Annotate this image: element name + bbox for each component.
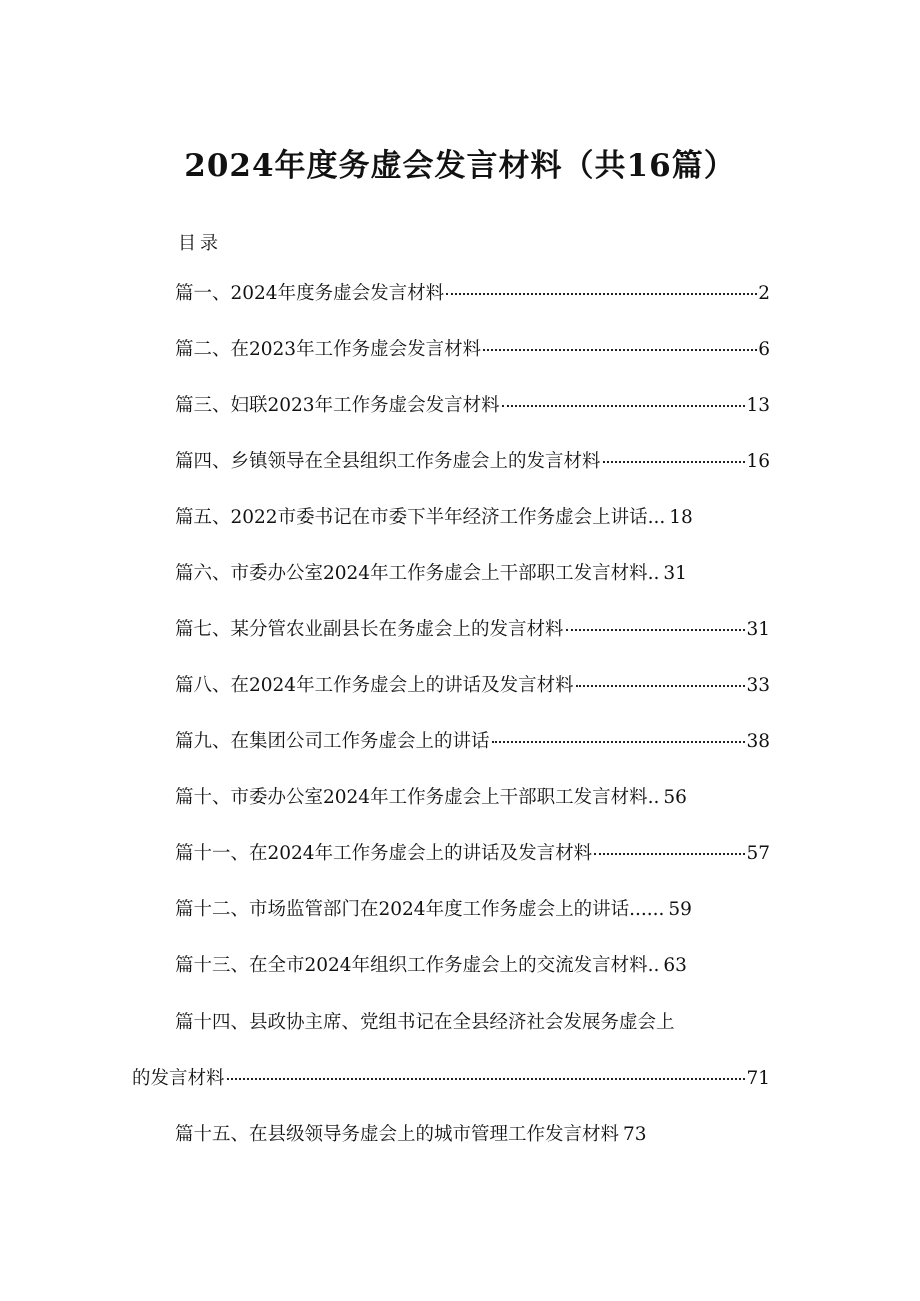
toc-entry-3[interactable]	[175, 392, 770, 420]
toc-entry-title: 篇六、市委办公室2024年工作务虚会上干部职工发言材料..	[175, 563, 660, 584]
toc-entry-title: 篇十二、市场监管部门在2024年度工作务虚会上的讲话......	[175, 899, 665, 920]
toc-page-number: 56	[663, 787, 687, 808]
toc-entry-9[interactable]	[175, 728, 770, 756]
toc-entry-15[interactable]	[175, 1121, 770, 1149]
toc-leader-dots	[576, 685, 746, 687]
toc-entry-5[interactable]	[175, 504, 770, 532]
toc-entry-8[interactable]	[175, 672, 770, 700]
toc-entry-title-line2: 的发言材料	[132, 1068, 225, 1089]
toc-entry-1[interactable]	[175, 280, 770, 308]
toc-leader-dots	[603, 461, 746, 463]
toc-entry-title-line2-row	[132, 1065, 770, 1093]
toc-entry-7[interactable]	[175, 616, 770, 644]
toc-entry-10[interactable]	[175, 784, 770, 812]
toc-page-number: 18	[669, 507, 693, 528]
toc-entry-6[interactable]	[175, 560, 770, 588]
toc-page-number: 38	[746, 731, 770, 752]
toc-page-number: 73	[623, 1124, 647, 1145]
document-title: 2024年度务虚会发言材料（共16篇）	[184, 148, 736, 184]
toc-page-number: 57	[746, 843, 770, 864]
toc-entry-title: 篇二、在2023年工作务虚会发言材料	[175, 339, 482, 360]
toc-page-number: 2	[758, 283, 770, 304]
toc-entry-13[interactable]	[175, 952, 770, 980]
toc-entry-title: 篇十五、在县级领导务虚会上的城市管理工作发言材料	[175, 1124, 620, 1145]
toc-entry-title: 篇三、妇联2023年工作务虚会发言材料	[175, 395, 500, 416]
toc-leader-dots	[492, 741, 746, 743]
toc-entry-title: 篇八、在2024年工作务虚会上的讲话及发言材料	[175, 675, 574, 696]
toc-leader-dots	[566, 629, 746, 631]
toc-page-number: 71	[746, 1068, 770, 1089]
toc-entry-title: 篇四、乡镇领导在全县组织工作务虚会上的发言材料	[175, 451, 601, 472]
toc-page-number: 31	[663, 563, 687, 584]
toc-entry-title: 篇十三、在全市2024年组织工作务虚会上的交流发言材料..	[175, 955, 660, 976]
toc-page-number: 16	[746, 451, 770, 472]
toc-entry-title: 篇十、市委办公室2024年工作务虚会上干部职工发言材料..	[175, 787, 660, 808]
toc-page-number: 33	[746, 675, 770, 696]
toc-leader-dots	[594, 853, 745, 855]
toc-entry-title-line1: 篇十四、县政协主席、党组书记在全县经济社会发展务虚会上	[175, 1012, 675, 1033]
toc-entry-4[interactable]	[175, 448, 770, 476]
toc-heading: 目录	[178, 233, 222, 254]
toc-entry-title: 篇九、在集团公司工作务虚会上的讲话	[175, 731, 490, 752]
toc-page-number: 63	[663, 955, 687, 976]
toc-page-number: 31	[746, 619, 770, 640]
toc-entry-title: 篇一、2024年度务虚会发言材料	[175, 283, 445, 304]
toc-entry-12[interactable]	[175, 896, 770, 924]
toc-page-number: 13	[746, 395, 770, 416]
toc-leader-dots	[502, 405, 746, 407]
toc-leader-dots	[227, 1078, 746, 1080]
toc-entry-2[interactable]	[175, 336, 770, 364]
toc-page-number: 59	[668, 899, 692, 920]
toc-entry-title: 篇七、某分管农业副县长在务虚会上的发言材料	[175, 619, 564, 640]
toc-page-number: 6	[758, 339, 770, 360]
toc-entry-11[interactable]	[175, 840, 770, 868]
toc-entry-title: 篇十一、在2024年工作务虚会上的讲话及发言材料	[175, 843, 593, 864]
toc-entry-title: 篇五、2022市委书记在市委下半年经济工作务虚会上讲话...	[175, 507, 666, 528]
toc-leader-dots	[483, 349, 757, 351]
toc-leader-dots	[446, 293, 757, 295]
